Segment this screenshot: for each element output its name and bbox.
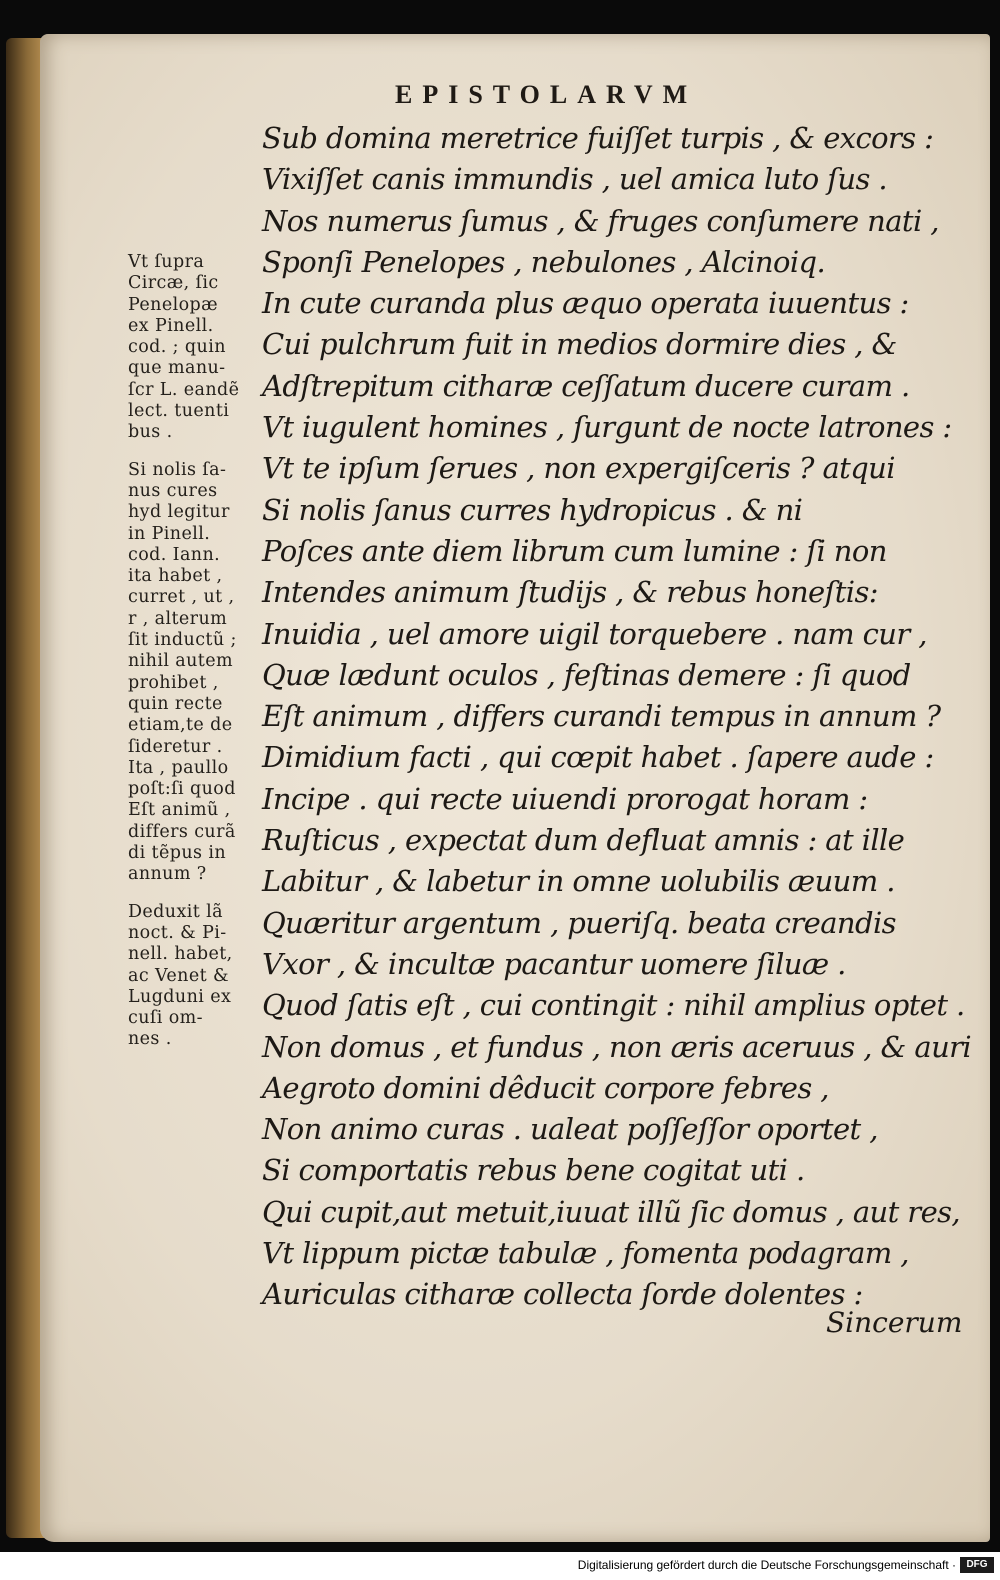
verse-line: Eſt animum , differs curandi tempus in annum ?: [262, 699, 941, 734]
note-line: cod. Iann.: [128, 544, 221, 565]
verse-line: Cui pulchrum fuit in medios dormire dies , &: [262, 327, 897, 362]
note-line: cuſi om-: [128, 1008, 203, 1029]
note-line: Deduxit lã: [128, 901, 223, 922]
note-line: Penelopæ: [128, 294, 218, 315]
note-line: quin recte: [128, 693, 223, 714]
note-line: Lugduni ex: [128, 986, 232, 1007]
note-line: Si nolis ſa-: [128, 459, 227, 480]
funding-credit: Digitalisierung gefördert durch die Deutsche Forschungsgemeinschaft ·: [577, 1558, 956, 1572]
verse-line: Vt te ipſum ſerues , non expergiſceris ? atqui: [262, 451, 895, 486]
note-line: lect. tuenti: [128, 401, 230, 422]
digitization-footer: [0, 1552, 1000, 1580]
verse-line: Quod ſatis eſt , cui contingit : nihil amplius optet .: [262, 988, 965, 1023]
note-line: Vt ſupra: [128, 252, 205, 272]
verse-line: Nos numerus ſumus , & fruges conſumere nati ,: [262, 203, 939, 238]
verse-line: Vt lippum pictæ tabulæ , fomenta podagram ,: [262, 1236, 909, 1271]
verse-line: Vixiſſet canis immundis , uel amica luto ſus .: [262, 162, 887, 197]
verse-line: Vt iugulent homines , ſurgunt de nocte latrones :: [262, 410, 952, 445]
note-line: curret , ut ,: [128, 587, 235, 608]
note-line: ſit inductũ ;: [128, 630, 237, 651]
note-line: r , alterum: [128, 608, 228, 629]
note-line: nell. habet,: [128, 944, 233, 965]
verse-line: In cute curanda plus æquo operata iuuentus :: [262, 286, 909, 321]
margin-notes: [128, 252, 278, 1067]
note-line: differs curã: [128, 821, 236, 842]
verse-line: Qui cupit,aut metuit,iuuat illũ ſic domus , aut res,: [262, 1194, 961, 1229]
note-line: que manu-: [128, 358, 226, 379]
note-line: Eſt animũ ,: [128, 800, 231, 821]
verse-line: Si nolis ſanus curres hydropicus . & ni: [262, 492, 803, 527]
verse-line: Non domus , et fundus , non æris aceruus , & auri: [262, 1029, 972, 1064]
note-line: prohibet ,: [128, 672, 219, 693]
verse-line: Adſtrepitum citharæ ceſſatum ducere curam .: [262, 368, 910, 403]
note-line: hyd legitur: [128, 502, 230, 523]
verse-line: Auriculas citharæ collecta ſorde dolentes :: [262, 1277, 863, 1312]
margin-note: [128, 902, 278, 1051]
dfg-logo-icon: DFG: [960, 1557, 994, 1573]
note-line: in Pinell.: [128, 523, 211, 544]
running-title: EPISTOLARVM: [395, 80, 698, 109]
note-line: Ita , paullo: [128, 757, 229, 778]
verse-line: Ruſticus , expectat dum defluat amnis : at ille: [262, 823, 905, 858]
verse-line: Intendes animum ſtudijs , & rebus honeſtis:: [262, 575, 878, 610]
catchword: Sincerum: [826, 1306, 963, 1339]
note-line: ſideretur .: [128, 736, 223, 757]
verse-line: Aegroto domini dêducit corpore febres ,: [262, 1070, 829, 1105]
verse-line: Quæritur argentum , pueriſq. beata creandis: [262, 905, 896, 940]
note-line: etiam,te de: [128, 715, 233, 736]
verse-line: Quæ lædunt oculos , feſtinas demere : ſi quod: [262, 657, 911, 692]
verse-line: Inuidia , uel amore uigil torquebere . nam cur ,: [262, 616, 927, 651]
note-line: ac Venet &: [128, 965, 229, 986]
verse-line: Si comportatis rebus bene cogitat uti .: [262, 1153, 805, 1188]
note-line: nus cures: [128, 480, 218, 501]
verse-line: Sponſi Penelopes , nebulones , Alcinoiq.: [262, 244, 826, 279]
verse-text: [262, 118, 982, 1316]
margin-note: [128, 460, 278, 886]
verse-line: Vxor , & incultæ pacantur uomere ſiluæ .: [262, 946, 846, 981]
note-line: nes .: [128, 1029, 172, 1050]
verse-line: Incipe . qui recte uiuendi prorogat horam :: [262, 781, 868, 816]
verse-line: Dimidium facti , qui cœpit habet . ſapere aude :: [262, 740, 934, 775]
verse-line: Non animo curas . ualeat poſſeſſor oportet ,: [262, 1112, 878, 1147]
margin-note: [128, 252, 278, 444]
note-line: noct. & Pi-: [128, 922, 227, 943]
verse-line: Poſces ante diem librum cum lumine : ſi non: [262, 533, 887, 568]
note-line: Circæ, ſic: [128, 273, 219, 294]
note-line: di tẽpus in: [128, 843, 227, 864]
note-line: poſt:ſi quod: [128, 779, 236, 800]
verse-line: Sub domina meretrice fuiſſet turpis , & excors :: [262, 121, 934, 155]
verse-line: Labitur , & labetur in omne uolubilis æuum .: [262, 864, 895, 899]
note-line: ex Pinell.: [128, 315, 214, 336]
note-line: cod. ; quin: [128, 337, 226, 358]
note-line: ſcr L. eandẽ: [128, 379, 240, 400]
note-line: bus .: [128, 422, 173, 443]
note-line: ita habet ,: [128, 566, 223, 587]
note-line: annum ?: [128, 864, 207, 885]
note-line: nihil autem: [128, 651, 233, 672]
